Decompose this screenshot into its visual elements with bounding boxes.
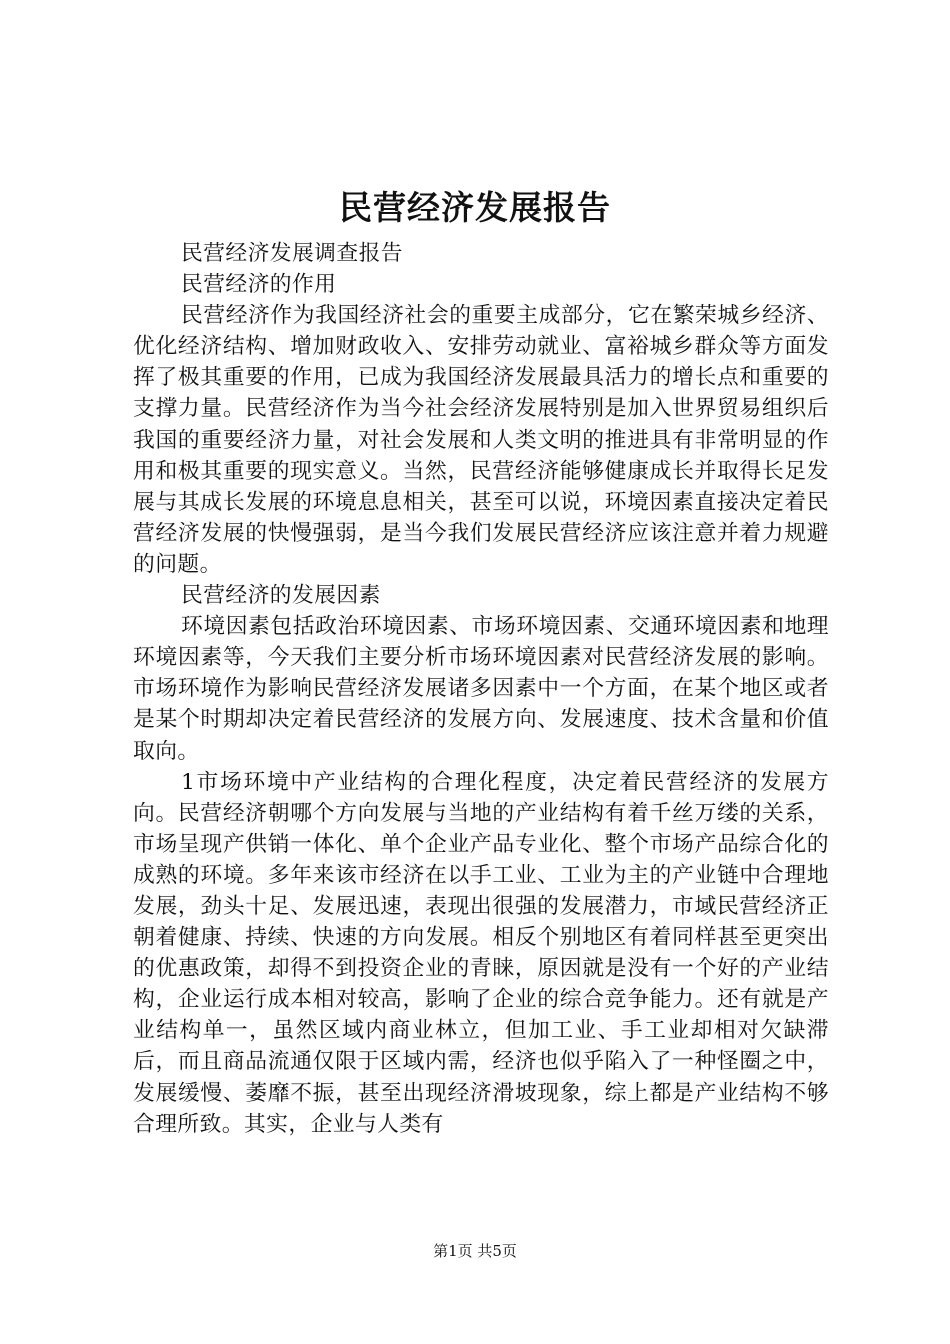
document-title: 民营经济发展报告 [339,188,611,227]
paragraph-environment: 环境因素包括政治环境因素、市场环境因素、交通环境因素和地理环境因素等，今天我们主要分析市场环境因素对民营经济发展的影响。市场环境作为影响民营经济发展诸多因素中一个方面，在某个地区或者是某个时期却决定着民营经济的发展方向、发展速度、技术含量和价值取向。 [133,614,829,764]
section-heading-factors: 民营经济的发展因素 [181,583,381,609]
section-heading-role: 民营经济的作用 [181,272,337,298]
page-footer: 第1页 共5页 [433,1242,517,1260]
paragraph-industry-structure: 1市场环境中产业结构的合理化程度，决定着民营经济的发展方向。民营经济朝哪个方向发展与当地的产业结构有着千丝万缕的关系，市场呈现产供销一体化、单个企业产品专业化、整个市场产品综合化的成熟的环境。多年来该市经济在以手工业、工业为主的产业链中合理地发展，劲头十足、发展迅速，表现出很强的发展潜力，市域民营经济正朝着健康、持续、快速的方向发展。相反个别地区有着同样甚至更突出的优惠政策，却得不到投资企业的青睐，原因就是没有一个好的产业结构，企业运行成本相对较高，影响了企业的综合竞争能力。还有就是产业结构单一，虽然区域内商业林立，但加工业、手工业却相对欠缺滞后，而且商品流通仅限于区域内需，经济也似乎陷入了一种怪圈之中，发展缓慢、萎靡不振，甚至出现经济滑坡现象，综上都是产业结构不够合理所致。其实，企业与人类有 [133,769,829,1137]
paragraph-role: 民营经济作为我国经济社会的重要主成部分，它在繁荣城乡经济、优化经济结构、增加财政收入、安排劳动就业、富裕城乡群众等方面发挥了极其重要的作用，已成为我国经济发展最具活力的增长点和重要的支撑力量。民营经济作为当今社会经济发展特别是加入世界贸易组织后我国的重要经济力量，对社会发展和人类文明的推进具有非常明显的作用和极其重要的现实意义。当然，民营经济能够健康成长并取得长足发展与其成长发展的环境息息相关，甚至可以说，环境因素直接决定着民营经济发展的快慢强弱，是当今我们发展民营经济应该注意并着力规避的问题。 [133,303,829,577]
document-body [133,238,829,1140]
paragraph-subtitle: 民营经济发展调查报告 [181,241,403,266]
